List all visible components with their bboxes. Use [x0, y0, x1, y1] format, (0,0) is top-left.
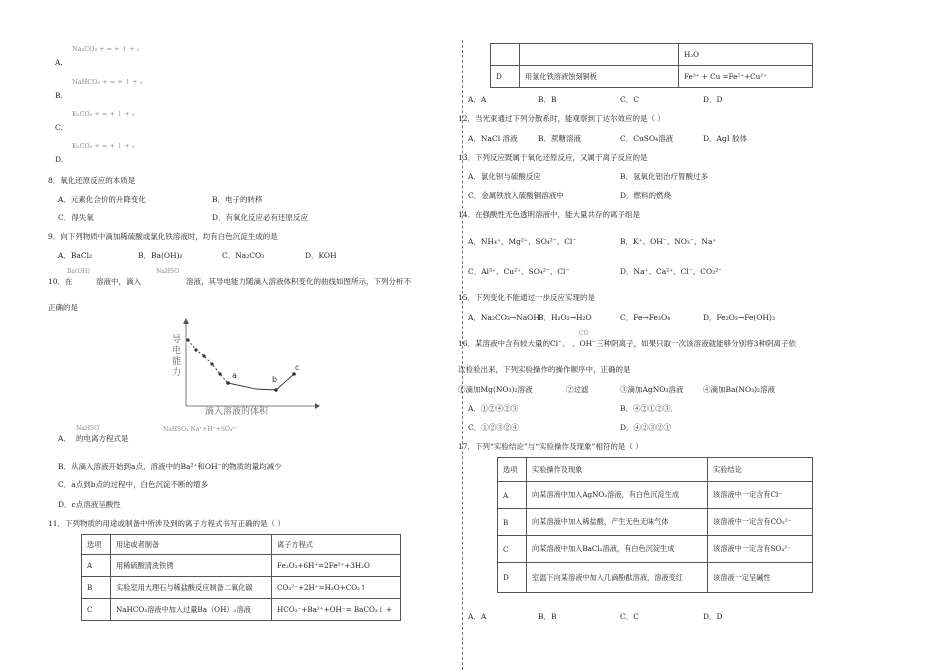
q8-option-d: D．有氧化反应必有还原反应: [212, 213, 309, 222]
q13-option-a: A．氯化钡与硫酸反应: [468, 172, 541, 181]
table-header-cell: 实验操作及现象: [527, 458, 708, 482]
q10-option-a-equation: NaHSO₄ Na⁺+H⁺+SO₄²⁻: [163, 426, 238, 433]
q9-option-a: A．BaCl₂: [58, 251, 93, 260]
table-cell: CO₃²⁻+2H⁺=H₂O+CO₂↑: [272, 577, 401, 599]
q10-stem-pre: 10．在: [48, 277, 73, 286]
q15-option-a: A．Na₂CO₃→NaOH: [468, 313, 540, 322]
q11-table-continued: [490, 43, 813, 88]
table-cell: 该溶液一定呈碱性: [708, 563, 813, 593]
q12-option-c: C．CuSO₄溶液: [620, 134, 674, 143]
table-row: [491, 66, 813, 88]
table-cell: B: [82, 577, 111, 599]
q17-option-c: C．C: [620, 612, 639, 621]
q13-option-b: B．氢氧化铝治疗胃酸过多: [620, 172, 709, 181]
table-row: [498, 509, 813, 536]
q12-stem: 12．当光束通过下列分散系时，能观察到丁达尔效应的是（ ）: [458, 114, 665, 123]
q14-option-a: A．NH₄⁺、Mg²⁺、SO₄²⁻、Cl⁻: [468, 237, 577, 246]
table-cell: 该溶液中一定含有SO₄²⁻: [708, 536, 813, 563]
q16-stem-line2: 次检验出来，下列实验操作的操作顺序中，正确的是: [458, 365, 631, 374]
q14-option-d: D．Na⁺、Ca²⁺、Cl⁻、CO₃²⁻: [620, 267, 723, 276]
point-a-marker: [226, 381, 230, 385]
q17-option-a: A．A: [468, 612, 487, 621]
table-row: [498, 482, 813, 509]
q14-option-b: B．K⁺、OH⁻、NO₃⁻、Na⁺: [620, 237, 717, 246]
table-cell: A: [82, 555, 111, 577]
q15-option-d: D．Fe₂O₃→Fe(OH)₃: [703, 313, 775, 322]
q12-option-d: D．AgI 胶体: [703, 134, 748, 143]
q16-stem: 16．某溶液中含有较大量的Cl⁻、 、OH⁻三种阴离子，如果只取一次该溶液就能够分别将3种阴离子依: [458, 339, 796, 348]
q10-option-a-text: 的电离方程式是: [76, 434, 129, 443]
point-b-marker: [274, 388, 278, 392]
table-cell: 该溶液中一定含有CO₃²⁻: [708, 509, 813, 536]
table-cell: [491, 44, 520, 66]
q17-option-d: D．D: [703, 612, 723, 621]
q16-formula-co: CO: [579, 330, 589, 337]
q7-option-b-formula: NaHCO₃ + = + ↑ + ₂: [72, 78, 143, 86]
table-row: [498, 563, 813, 593]
q11-option-b: B．B: [538, 95, 557, 104]
q9-option-b: B．Ba(OH)₂: [138, 251, 183, 260]
q15-option-c: C．Fe→Fe₃O₄: [620, 313, 671, 322]
table-cell: 向某溶液中加入BaCl₂溶液，有白色沉淀生成: [527, 536, 708, 563]
q14-stem: 14．在强酸性无色透明溶液中，能大量共存的离子组是: [458, 210, 641, 219]
table-cell: Fe₂O₃+6H⁺=2Fe²⁺+3H₂O: [272, 555, 401, 577]
q16-option-a: A．①②④②③: [468, 404, 519, 413]
y-axis-arrow: [183, 318, 189, 324]
curve-dot: [202, 354, 205, 357]
curve-initial: [188, 340, 228, 383]
q16-step-4: ④滴加Ba(NO₃)₂溶液: [703, 385, 776, 394]
q10-stem-line2: 正确的是: [48, 303, 78, 312]
table-row: [498, 536, 813, 563]
q12-option-a: A．NaCl 溶液: [468, 134, 518, 143]
table-row: [82, 599, 401, 621]
x-axis-arrow: [315, 403, 320, 409]
table-cell: D: [498, 563, 527, 593]
q7-option-c-letter: C.: [55, 123, 63, 132]
table-header-cell: 实验结论: [708, 458, 813, 482]
table-cell: [520, 44, 679, 66]
q16-step-2: ②过滤: [566, 385, 589, 394]
q11-option-c: C．C: [620, 95, 639, 104]
q10-stem-mid: 溶液中，滴入: [96, 277, 141, 286]
q7-option-a-formula: Na₂CO₃ + = + ↑ + ₂: [72, 45, 140, 53]
table-cell: B: [498, 509, 527, 536]
q10-option-b: B．从滴入溶液开始到a点，溶液中的Ba²⁺和OH⁻的物质的量均减少: [58, 462, 282, 471]
table-cell: 用稀硫酸清洗铁锈: [111, 555, 272, 577]
graph-x-label: 滴入溶液的体积: [205, 407, 269, 417]
point-a-label: a: [232, 371, 237, 380]
table-cell: Fe³⁺ + Cu =Fe²⁺+Cu²⁺: [679, 66, 813, 88]
table-cell: H₂O: [679, 44, 813, 66]
column-divider: [462, 40, 463, 670]
q11-option-d: D．D: [703, 95, 723, 104]
q11-option-a: A．A: [468, 95, 487, 104]
q10-formula-nahso: NaHSO: [156, 268, 180, 275]
table-cell: 用氯化铁溶液蚀刻铜板: [520, 66, 679, 88]
q10-formula-baoh: Ba(OH): [67, 268, 90, 275]
q10-option-d: D．c点溶液呈酸性: [58, 500, 121, 509]
q8-stem: 8．氧化还原反应的本质是: [48, 176, 136, 185]
table-header-cell: 选项: [82, 535, 111, 555]
q17-option-b: B．B: [538, 612, 557, 621]
curve-main: [228, 374, 294, 390]
table-header-cell: 选项: [498, 458, 527, 482]
q11-stem: 11．下列物质的用途或制备中所涉及到的离子方程式书写正确的是（ ）: [48, 519, 285, 528]
q15-option-b: B．H₂O₂→H₂O: [538, 313, 592, 322]
table-row: [491, 44, 813, 66]
q9-option-c: C．Na₂CO₃: [222, 251, 265, 260]
q10-option-c: C．a点到b点的过程中，白色沉淀不断的增多: [58, 480, 209, 489]
q13-stem: 13．下列反应既属于氧化还原反应，又属于离子反应的是: [458, 153, 648, 162]
q10-stem-post: 溶液，其导电能力随滴入溶液体积变化的曲线如图所示，下列分析不: [186, 277, 411, 286]
q7-option-d-formula: K₂CO₃ + = + ↑ + ₂: [72, 142, 135, 150]
q8-option-a: A．元素化合价的升降变化: [58, 195, 146, 204]
q7-option-a-letter: A.: [55, 58, 63, 67]
table-cell: NaHCO₃溶液中加入过量Ba（OH）₂溶液: [111, 599, 272, 621]
q15-stem: 15．下列变化不能通过一步反应实现的是: [458, 293, 596, 302]
graph-y-label: 导电能力: [172, 335, 182, 378]
table-cell: A: [498, 482, 527, 509]
q9-option-d: D．KOH: [305, 251, 337, 260]
table-cell: 实验室用大理石与稀盐酸反应制备二氧化碳: [111, 577, 272, 599]
q7-option-d-letter: D.: [55, 155, 64, 164]
q17-table: [497, 457, 813, 593]
table-cell: 向某溶液中加入AgNO₃溶液，有白色沉淀生成: [527, 482, 708, 509]
q8-option-b: B．电子的转移: [212, 195, 263, 204]
q9-stem: 9．向下列物质中滴加稀硫酸或氯化铁溶液时，均有白色沉淀生成的是: [48, 232, 278, 241]
q11-table: [81, 534, 401, 621]
q16-option-d: D．④②③②①: [620, 423, 672, 432]
q13-option-d: D．燃料的燃烧: [620, 191, 672, 200]
table-cell: 该溶液中一定含有Cl⁻: [708, 482, 813, 509]
point-c-marker: [292, 372, 296, 376]
table-row: [82, 555, 401, 577]
q16-step-1: ①滴加Mg(NO₃)₂溶液: [458, 385, 533, 394]
q16-option-c: C．①②③②④: [468, 423, 519, 432]
table-cell: C: [82, 599, 111, 621]
curve-dot: [218, 372, 221, 375]
table-row: [82, 577, 401, 599]
table-header-cell: 用途或者制备: [111, 535, 272, 555]
conductivity-graph: [170, 318, 320, 418]
table-cell: C: [498, 536, 527, 563]
q14-option-c: C．Al³⁺、Cu²⁺、SO₄²⁻、Cl⁻: [468, 267, 570, 276]
table-header-row: [82, 535, 401, 555]
table-header-cell: 离子方程式: [272, 535, 401, 555]
q17-stem: 17．下列“实验结论”与“实验操作及现象”相符的是（ ）: [458, 442, 643, 451]
q16-option-b: B．④②①②③．: [620, 404, 679, 413]
q16-step-3: ③滴加AgNO₃溶液: [620, 385, 684, 394]
table-cell: 向某溶液中加入稀盐酸，产生无色无味气体: [527, 509, 708, 536]
start-point: [186, 338, 189, 341]
point-c-label: c: [295, 363, 300, 372]
table-cell: HCO₃⁻+Ba²⁺+OH⁻= BaCO₃↓ +: [272, 599, 401, 621]
curve-dot: [194, 348, 197, 351]
table-cell: 室温下向某溶液中加入几滴酚酞溶液，溶液变红: [527, 563, 708, 593]
q10-option-a-formula: NaHSO: [76, 425, 100, 432]
q8-option-c: C．得失氧: [58, 213, 94, 222]
q12-option-b: B．蔗糖溶液: [538, 134, 582, 143]
table-cell: D: [491, 66, 520, 88]
point-b-label: b: [272, 375, 278, 384]
curve-dot: [210, 362, 213, 365]
q7-option-c-formula: K₂CO₃ + = + ↑ + ₂: [72, 110, 135, 118]
q7-option-b-letter: B.: [55, 91, 63, 100]
table-header-row: [498, 458, 813, 482]
q10-option-a-pre: A．: [58, 434, 71, 443]
q13-option-c: C．金属铁放入硫酸铜溶液中: [468, 191, 564, 200]
